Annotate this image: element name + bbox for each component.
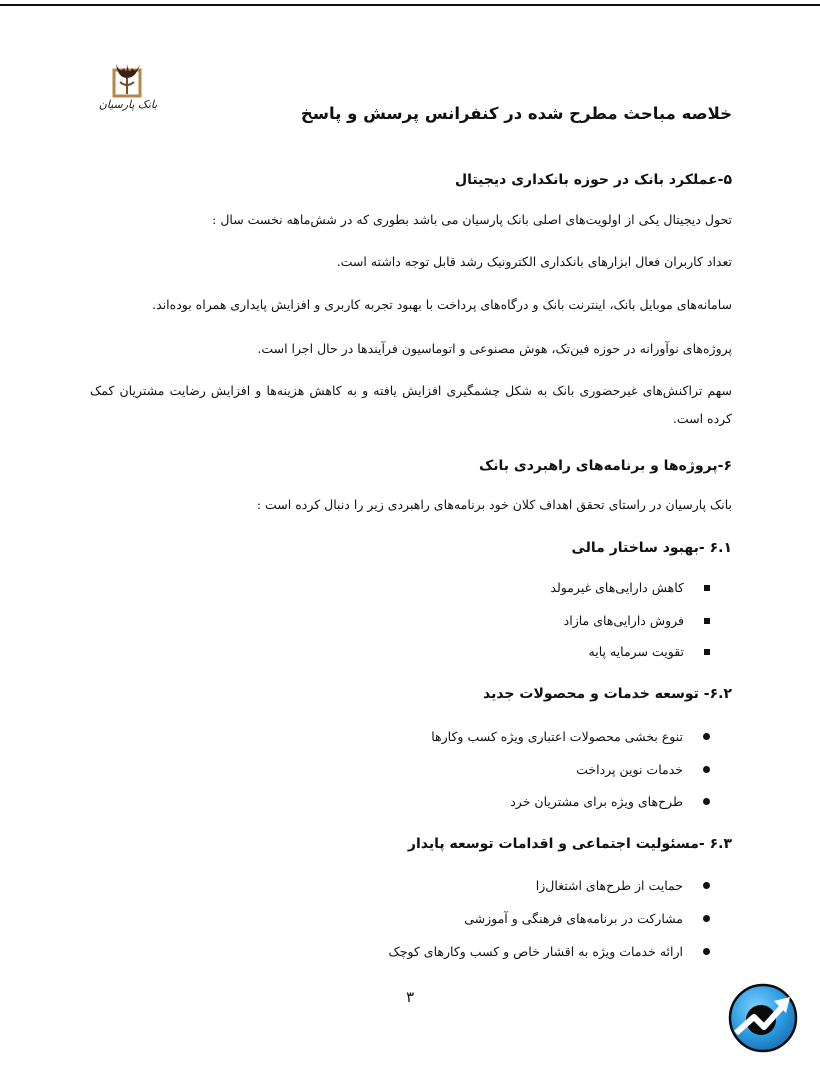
- paragraph: سامانه‌های موبایل بانک، اینترنت بانک و درگاه‌های پرداخت با بهبود تجربه کاربری و افزایش پایداری همراه بوده‌اند.: [152, 297, 732, 312]
- top-rule: [0, 4, 820, 6]
- logo-emblem-icon: [96, 58, 160, 98]
- paragraph: تحول دیجیتال یکی از اولویت‌های اصلی بانک پارسیان می باشد بطوری که در شش‌ماهه نخست سال :: [212, 212, 732, 227]
- bank-parsian-logo: [96, 58, 160, 120]
- paragraph: سهم تراکنش‌های غیرحضوری بانک به شکل چشمگیری افزایش یافته و به کاهش هزینه‌ها و افزایش رضایت مشتریان کمک کرده است.: [90, 383, 732, 426]
- subsection-6-1-heading: ۶.۱ -بهبود ساختار مالی: [571, 540, 732, 556]
- square-bullet-icon: [704, 649, 710, 655]
- list-item: ارائه خدمات ویژه به اقشار خاص و کسب وکارهای کوچک: [389, 944, 710, 959]
- round-bullet-icon: [703, 733, 710, 740]
- list-item: تقویت سرمایه پایه: [589, 644, 710, 659]
- square-bullet-icon: [704, 585, 710, 591]
- page-title: خلاصه مباحث مطرح شده در کنفرانس پرسش و پاسخ: [300, 104, 732, 123]
- section-6-intro: بانک پارسیان در راستای تحقق اهداف کلان خود برنامه‌های راهبردی زیر را دنبال کرده است :: [256, 497, 732, 512]
- list-item: تنوع بخشی محصولات اعتباری ویژه کسب وکارها: [431, 729, 710, 744]
- trend-up-arrow-icon: [728, 983, 798, 1053]
- logo-text: بانک پارسیان: [98, 98, 158, 111]
- list-item: طرح‌های ویژه برای مشتریان خرد: [510, 794, 710, 809]
- list-item: خدمات نوین پرداخت: [576, 762, 710, 777]
- section-6-heading: ۶-پروژه‌ها و برنامه‌های راهبردی بانک: [478, 458, 732, 474]
- list-item: مشارکت در برنامه‌های فرهنگی و آموزشی: [464, 911, 710, 926]
- paragraph: پروژه‌های نوآورانه در حوزه فین‌تک، هوش مصنوعی و اتوماسیون فرآیندها در حال اجرا است.: [257, 341, 732, 356]
- list-item: حمایت از طرح‌های اشتغال‌زا: [536, 878, 710, 893]
- paragraph: تعداد کاربران فعال ابزارهای بانکداری الکترونیک رشد قابل توجه داشته است.: [336, 254, 732, 269]
- section-5-heading: ۵-عملکرد بانک در حوزه بانکداری دیجیتال: [454, 172, 732, 188]
- round-bullet-icon: [703, 882, 710, 889]
- subsection-6-2-heading: ۶.۲- توسعه خدمات و محصولات جدید: [482, 686, 732, 702]
- square-bullet-icon: [704, 618, 710, 624]
- round-bullet-icon: [703, 766, 710, 773]
- list-item: فروش دارایی‌های مازاد: [564, 613, 710, 628]
- page-number: ۳: [406, 988, 415, 1006]
- round-bullet-icon: [703, 915, 710, 922]
- subsection-6-3-heading: ۶.۳ -مسئولیت اجتماعی و اقدامات توسعه پایدار: [407, 836, 732, 852]
- round-bullet-icon: [703, 948, 710, 955]
- round-bullet-icon: [703, 798, 710, 805]
- list-item: کاهش دارایی‌های غیرمولد: [550, 580, 710, 595]
